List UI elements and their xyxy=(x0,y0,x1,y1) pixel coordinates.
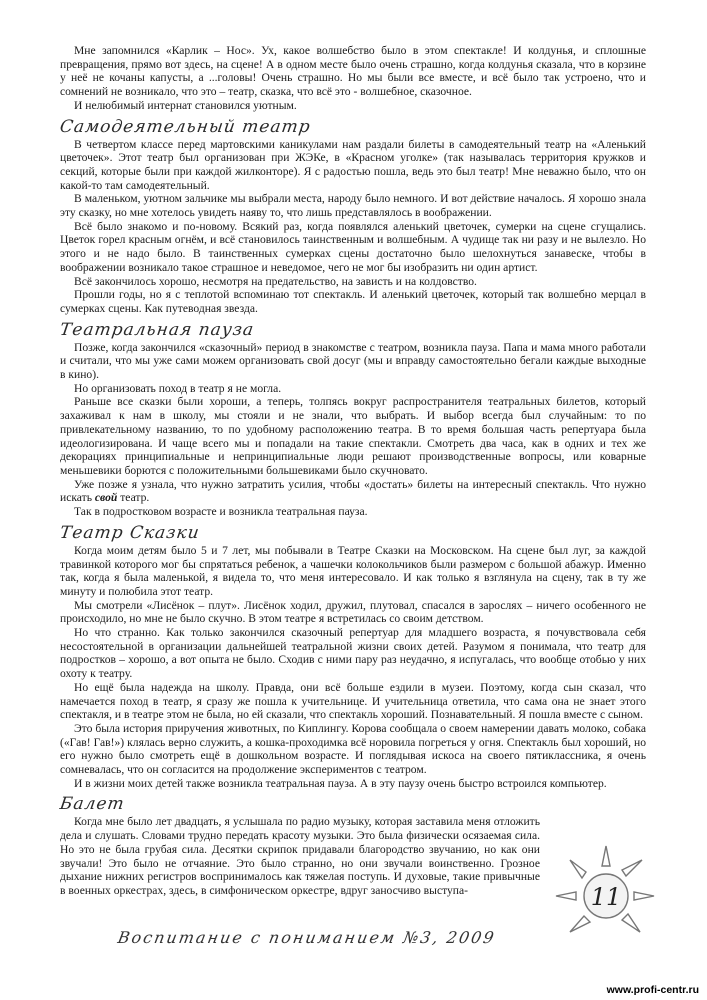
paragraph: Это была история приручения животных, по Киплингу. Корова сообщала о своем намерении давать молоко, собака («Гав! Гав!») клялась верно служить, а кошка-проходимка всё норовила погреться у огня. Спектакль был хороший, но его нужно было смотреть ещё в дошкольном возрасте. И поглядывая искоса на своего пятиклассника, я очень сомневалась, что он согласится на продолжение экспериментов с театром. xyxy=(60,721,646,777)
paragraph: Но организовать поход в театр я не могла. xyxy=(74,381,282,395)
section-heading-ballet: Балет xyxy=(58,794,127,815)
emphasis-text: свой xyxy=(94,491,118,505)
paragraph: В маленьком, уютном зальчике мы выбрали места, народу было немного. И вот действие началось. Я хорошо знала эту сказку, но мне хотелось увидеть наяву то, что лишь представлялось в воображении. xyxy=(60,192,646,220)
paragraph: Позже, когда закончился «сказочный» период в знакомстве с театром, возникла пауза. Папа и мама много работали и считали, что мы уже сами можем организовать свой досуг (мы и вправду самостоятельно бегали каждые выходные в кино). xyxy=(60,340,646,382)
section-heading-fairy-tale-theatre: Театр Сказки xyxy=(58,522,202,543)
section-heading-theatre-pause: Театральная пауза xyxy=(58,319,256,340)
paragraph: Прошли годы, но я с теплотой вспоминаю тот спектакль. И аленький цветочек, который так волшебно мерцал в сумерках сцены. Как путеводная звезда. xyxy=(60,288,646,315)
paragraph: Когда мне было лет двадцать, я услышала по радио музыку, которая заставила меня отложить дела и слушать. Словами трудно передать красоту музыки. Это была физически осязаемая сила. Но это не была грубая сила. Десятки скрипок придавали благородство звучанию, но как они звучали! Это было не отчаяние. Это было странно, но они звучали воинственно. Грозное дыхание нижних регистров воспринималось как тяжелая поступь. И духовые, такие привычные в военных оркестрах, здесь, в симфоническом оркестре, вдруг заносчиво выступа- xyxy=(60,815,540,897)
page-number: 11 xyxy=(590,883,622,911)
paragraph: Мне запомнился «Карлик – Нос». Ух, какое волшебство было в этом спектакле! И колдунья, и сплошные превращения, прямо вот здесь, на сцене! А в одном месте было очень страшно, когда колдунья сказала, что в корзине у неё не кочаны капусты, а ...головы! Очень страшно. Но мы были все вместе, и всё было так устроено, что и сомнений не возникало, что это – театр, сказка, что всё это - волшебное, сказочное. xyxy=(60,44,646,99)
article-body xyxy=(60,44,646,898)
paragraph: Но ещё была надежда на школу. Правда, они всё больше ездили в музеи. Поэтому, когда сын сказал, что намечается поход в театр, я сразу же пошла к учительнице. И учительница ответила, что сама она не знает этого спектакля, и в театре этом не была, но ей сказали, что спектакль хороший. Познавательный. Я пошла вместе с сыном. xyxy=(60,680,646,722)
site-watermark: www.profi-centr.ru xyxy=(606,984,699,996)
paragraph: В четвертом классе перед мартовскими каникулами нам раздали билеты в самодеятельный театр на «Аленький цветочек». Этот театр был организован при ЖЭКе, в «Красном уголке» (так называлась территория кружков и секций, которые были при каждой жилконторе). Я с радостью пошла, ведь это был театр! Мне неважно было, что он какой-то там самодеятельный. xyxy=(60,137,646,192)
paragraph: И нелюбимый интернат становился уютным. xyxy=(74,98,297,112)
paragraph: Когда моим детям было 5 и 7 лет, мы побывали в Театре Сказки на Московском. На сцене был луг, за каждой травинкой которого мог бы спрятаться ребенок, а чашечки колокольчиков были размером с большой абажур. Именно так, когда я была маленькой, я видела то, что меня интересовало. И как только я взглянула на сцену, так в ту же минуту и полюбила этот театр. xyxy=(60,543,646,598)
paragraph xyxy=(60,478,646,505)
text-run: театр. xyxy=(117,491,150,505)
text-run: Уже позже я узнала, что нужно затратить усилия, чтобы «достать» билеты на интересный спектакль. Что нужно искать xyxy=(60,477,646,505)
paragraph: Раньше все сказки были хороши, а теперь, толпясь вокруг распространителя театральных билетов, который захаживал к нам в школу, мы стояли и не знали, что выбрать. И выбор всегда был случайным: то по привлекательному названию, то по удобному расположению театра. В то время большая часть репертуара была идеологизирована. И чаще всего мы и попадали на такие спектакли. Смотреть два часа, как в одних и тех же декорациях принципиальные и непринципиальные люди решают производственные вопросы, или коварные меньшевики борются с положительными большевиками было скучновато. xyxy=(60,395,646,477)
sun-page-number-icon xyxy=(548,838,658,948)
magazine-footer: Воспитание с пониманием №3, 2009 xyxy=(116,928,498,947)
paragraph: Всё было знакомо и по-новому. Всякий раз, когда появлялся аленький цветочек, сумерки на сцене сгущались. Цветок горел красным огнём, и всё становилось таинственным и волшебным. А чудище так ни разу и не вылезло. Но этого и не надо было. В таинственных сумерках сцены достаточно было шелохнуться занавеске, чтобы в воображении возникало такое страшное и неведомое, чего не мог бы изобразить ни один артист. xyxy=(60,219,646,274)
paragraph: Но что странно. Как только закончился сказочный репертуар для младшего возраста, я почувствовала себя несостоятельной в организации дальнейшей театральной жизни своих детей. Разумом я понимала, что театр для подростков – хорошо, а вот опыта не было. Сходив с ними пару раз неудачно, я испугалась, что вообще отобью у них охоту к театру. xyxy=(60,626,646,681)
paragraph: И в жизни моих детей также возникла театральная пауза. А в эту паузу очень быстро встроился компьютер. xyxy=(74,776,607,790)
paragraph: Всё закончилось хорошо, несмотря на предательство, на зависть и на колдовство. xyxy=(74,274,477,288)
paragraph: Мы смотрели «Лисёнок – плут». Лисёнок ходил, дружил, плутовал, спасался в зарослях – ничего особенного не происходило, но мне не было скучно. В этом театре я встретилась со своим детством. xyxy=(60,598,646,626)
paragraph: Так в подростковом возрасте и возникла театральная пауза. xyxy=(74,505,368,519)
section-heading-amateur-theatre: Самодеятельный театр xyxy=(58,116,312,137)
